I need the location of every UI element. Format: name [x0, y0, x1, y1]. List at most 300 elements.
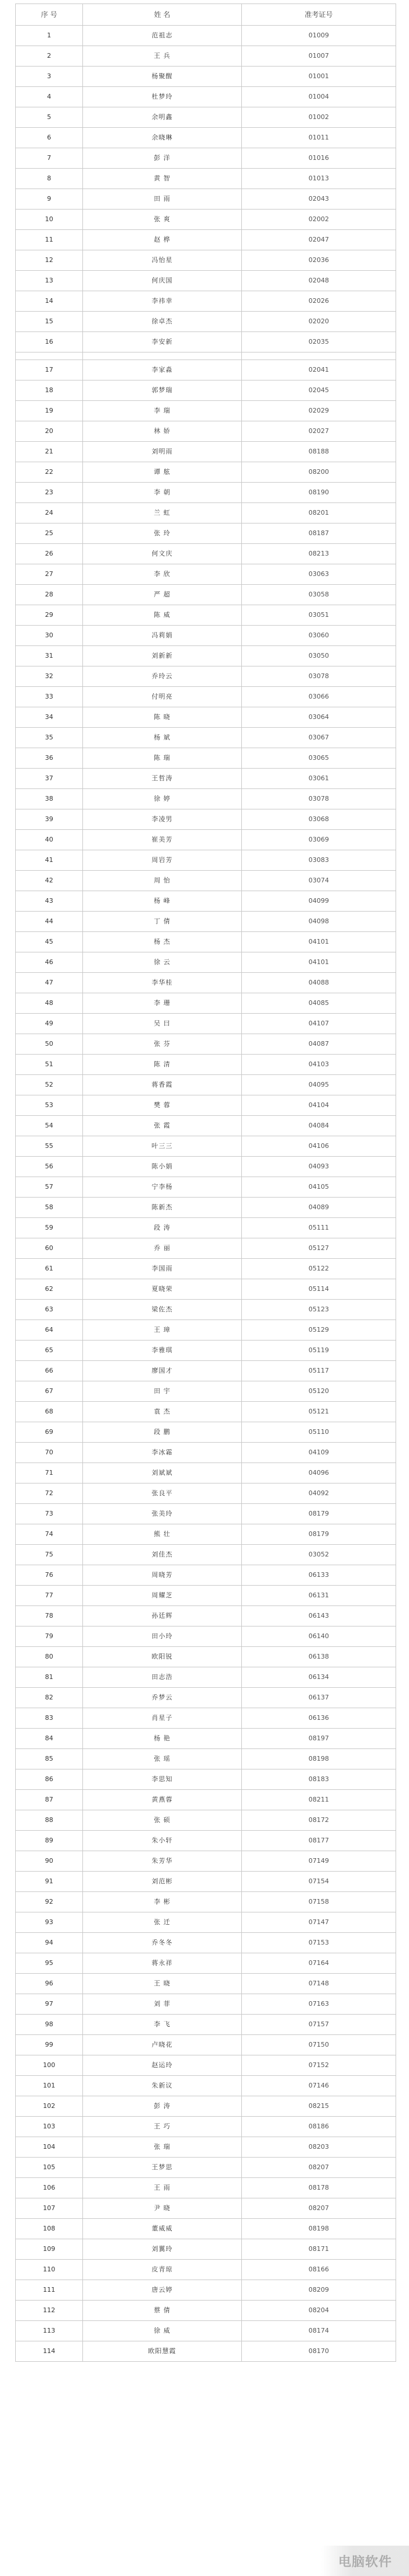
row-seq: 32 — [16, 666, 83, 687]
row-name: 周晓芳 — [83, 1565, 242, 1586]
row-name: 余明鑫 — [83, 107, 242, 128]
row-exam-no: 07152 — [242, 2055, 396, 2076]
table-row — [16, 332, 396, 352]
row-exam-no: 08215 — [242, 2096, 396, 2117]
header-seq: 序 号 — [16, 4, 83, 26]
row-seq: 28 — [16, 585, 83, 605]
table-row — [16, 1279, 396, 1300]
table-row — [16, 564, 396, 585]
row-name: 陈 瑞 — [83, 748, 242, 769]
row-seq: 83 — [16, 1708, 83, 1729]
row-exam-no: 07148 — [242, 1974, 396, 1994]
row-seq: 93 — [16, 1912, 83, 1933]
row-seq: 8 — [16, 169, 83, 189]
row-exam-no: 06143 — [242, 1606, 396, 1626]
table-row — [16, 891, 396, 912]
row-seq: 96 — [16, 1974, 83, 1994]
row-seq: 99 — [16, 2035, 83, 2055]
row-name: 李 珊 — [83, 993, 242, 1014]
table-row — [16, 1810, 396, 1831]
row-name: 何文庆 — [83, 544, 242, 564]
row-exam-no: 03051 — [242, 605, 396, 626]
row-seq: 68 — [16, 1402, 83, 1422]
table-row — [16, 1402, 396, 1422]
table-row — [16, 1994, 396, 2015]
row-seq: 18 — [16, 381, 83, 401]
row-seq: 2 — [16, 46, 83, 67]
row-seq: 79 — [16, 1626, 83, 1647]
table-row — [16, 1647, 396, 1667]
row-name: 谭 舷 — [83, 462, 242, 483]
row-exam-no: 02002 — [242, 210, 396, 230]
table-row — [16, 2117, 396, 2137]
row-name: 王 兵 — [83, 46, 242, 67]
row-seq: 55 — [16, 1136, 83, 1157]
row-seq: 70 — [16, 1443, 83, 1463]
row-exam-no: 03065 — [242, 748, 396, 769]
row-seq: 3 — [16, 67, 83, 87]
row-seq: 48 — [16, 993, 83, 1014]
table-row — [16, 605, 396, 626]
row-name: 冯莉娟 — [83, 626, 242, 646]
row-exam-no: 04093 — [242, 1157, 396, 1177]
row-seq: 77 — [16, 1586, 83, 1606]
row-exam-no: 04088 — [242, 973, 396, 993]
row-exam-no: 03052 — [242, 1545, 396, 1565]
table-row — [16, 26, 396, 46]
row-exam-no: 04109 — [242, 1443, 396, 1463]
row-seq: 85 — [16, 1749, 83, 1769]
table-row — [16, 1565, 396, 1586]
table-row — [16, 585, 396, 605]
row-seq: 80 — [16, 1647, 83, 1667]
row-exam-no: 08207 — [242, 2158, 396, 2178]
row-name: 叶三三 — [83, 1136, 242, 1157]
row-exam-no: 04087 — [242, 1034, 396, 1055]
row-exam-no: 08188 — [242, 442, 396, 462]
row-seq: 4 — [16, 87, 83, 107]
row-exam-no: 02043 — [242, 189, 396, 210]
row-exam-no: 07150 — [242, 2035, 396, 2055]
table-row — [16, 230, 396, 250]
row-exam-no: 08198 — [242, 1749, 396, 1769]
table-row — [16, 626, 396, 646]
table-row — [16, 1872, 396, 1892]
table-row — [16, 1116, 396, 1136]
row-name: 李 彬 — [83, 1892, 242, 1912]
table-row — [16, 2280, 396, 2301]
row-seq: 95 — [16, 1953, 83, 1974]
row-exam-no: 08201 — [242, 503, 396, 523]
row-exam-no: 02027 — [242, 421, 396, 442]
table-row — [16, 1504, 396, 1524]
row-name: 廖国才 — [83, 1361, 242, 1381]
row-name: 乔冬冬 — [83, 1933, 242, 1953]
row-seq: 91 — [16, 1872, 83, 1892]
row-name: 陈 威 — [83, 605, 242, 626]
row-name: 刘翼玲 — [83, 2239, 242, 2260]
row-seq: 41 — [16, 850, 83, 871]
table-row — [16, 2321, 396, 2341]
row-name: 樊 蓉 — [83, 1095, 242, 1116]
table-row — [16, 1749, 396, 1769]
row-seq: 87 — [16, 1790, 83, 1810]
row-seq: 16 — [16, 332, 83, 352]
row-exam-no: 01007 — [242, 46, 396, 67]
row-name: 朱新议 — [83, 2076, 242, 2096]
row-seq: 50 — [16, 1034, 83, 1055]
row-exam-no: 02026 — [242, 291, 396, 312]
row-name: 张 芬 — [83, 1034, 242, 1055]
row-name: 乔玲云 — [83, 666, 242, 687]
row-exam-no: 06131 — [242, 1586, 396, 1606]
row-exam-no: 04105 — [242, 1177, 396, 1198]
row-name: 杨 杰 — [83, 932, 242, 952]
row-exam-no: 08179 — [242, 1524, 396, 1545]
row-name: 彭 涛 — [83, 2096, 242, 2117]
candidate-list — [15, 4, 396, 2362]
row-name: 刘 菲 — [83, 1994, 242, 2015]
row-seq: 51 — [16, 1055, 83, 1075]
row-exam-no: 04092 — [242, 1484, 396, 1504]
row-name: 周岩芳 — [83, 850, 242, 871]
row-name: 李 欣 — [83, 564, 242, 585]
row-exam-no: 06140 — [242, 1626, 396, 1647]
row-exam-no: 04101 — [242, 932, 396, 952]
row-exam-no: 03063 — [242, 564, 396, 585]
table-row — [16, 1014, 396, 1034]
row-name: 吴 曰 — [83, 1014, 242, 1034]
row-exam-no: 02048 — [242, 271, 396, 291]
row-exam-no: 03066 — [242, 687, 396, 707]
table-row — [16, 2035, 396, 2055]
row-name: 蒋永祥 — [83, 1953, 242, 1974]
row-name: 林 娇 — [83, 421, 242, 442]
row-exam-no: 02020 — [242, 312, 396, 332]
row-seq: 39 — [16, 809, 83, 830]
table-row — [16, 973, 396, 993]
row-seq: 109 — [16, 2239, 83, 2260]
row-name: 徐 云 — [83, 952, 242, 973]
table-row — [16, 646, 396, 666]
row-name: 杜梦玲 — [83, 87, 242, 107]
row-seq: 66 — [16, 1361, 83, 1381]
row-seq: 69 — [16, 1422, 83, 1443]
row-exam-no: 08190 — [242, 483, 396, 503]
row-exam-no: 07146 — [242, 2076, 396, 2096]
row-seq: 73 — [16, 1504, 83, 1524]
table-row — [16, 687, 396, 707]
row-exam-no: 06137 — [242, 1688, 396, 1708]
row-exam-no: 08172 — [242, 1810, 396, 1831]
gap-cell — [16, 352, 83, 360]
row-seq: 14 — [16, 291, 83, 312]
table-row — [16, 952, 396, 973]
row-name: 乔 丽 — [83, 1238, 242, 1259]
row-exam-no: 08174 — [242, 2321, 396, 2341]
row-seq: 53 — [16, 1095, 83, 1116]
candidate-table — [15, 4, 396, 2362]
row-exam-no: 08171 — [242, 2239, 396, 2260]
table-row — [16, 1851, 396, 1872]
row-name: 严 超 — [83, 585, 242, 605]
row-name: 徐 婷 — [83, 789, 242, 809]
table-row — [16, 2137, 396, 2158]
table-row — [16, 1157, 396, 1177]
row-seq: 75 — [16, 1545, 83, 1565]
row-name: 田 宇 — [83, 1381, 242, 1402]
row-name: 李祎幸 — [83, 291, 242, 312]
header-exam-no: 准考证号 — [242, 4, 396, 26]
row-exam-no: 08211 — [242, 1790, 396, 1810]
row-exam-no: 01011 — [242, 128, 396, 148]
row-seq: 1 — [16, 26, 83, 46]
table-row — [16, 1912, 396, 1933]
table-row — [16, 1484, 396, 1504]
row-seq: 101 — [16, 2076, 83, 2096]
row-seq: 90 — [16, 1851, 83, 1872]
row-seq: 40 — [16, 830, 83, 850]
row-seq: 84 — [16, 1729, 83, 1749]
row-seq: 98 — [16, 2015, 83, 2035]
table-row — [16, 1136, 396, 1157]
table-row — [16, 1075, 396, 1095]
table-row — [16, 1953, 396, 1974]
row-seq: 25 — [16, 523, 83, 544]
row-name: 周 怡 — [83, 871, 242, 891]
row-exam-no: 08207 — [242, 2198, 396, 2219]
row-name: 余晓琳 — [83, 128, 242, 148]
row-name: 梁佐杰 — [83, 1300, 242, 1320]
row-exam-no: 05114 — [242, 1279, 396, 1300]
section-gap-row — [16, 352, 396, 360]
row-seq: 43 — [16, 891, 83, 912]
table-row — [16, 2055, 396, 2076]
row-name: 杨 艳 — [83, 1729, 242, 1749]
row-seq: 29 — [16, 605, 83, 626]
row-name: 田志浩 — [83, 1667, 242, 1688]
row-seq: 35 — [16, 728, 83, 748]
row-seq: 104 — [16, 2137, 83, 2158]
row-exam-no: 02045 — [242, 381, 396, 401]
row-seq: 92 — [16, 1892, 83, 1912]
row-seq: 45 — [16, 932, 83, 952]
row-exam-no: 04096 — [242, 1463, 396, 1484]
table-row — [16, 189, 396, 210]
row-exam-no: 05123 — [242, 1300, 396, 1320]
row-exam-no: 02035 — [242, 332, 396, 352]
row-name: 宁李杨 — [83, 1177, 242, 1198]
row-exam-no: 04103 — [242, 1055, 396, 1075]
row-seq: 86 — [16, 1769, 83, 1790]
row-exam-no: 03074 — [242, 871, 396, 891]
row-seq: 56 — [16, 1157, 83, 1177]
row-name: 李 瑞 — [83, 401, 242, 421]
row-exam-no: 07157 — [242, 2015, 396, 2035]
table-row — [16, 1688, 396, 1708]
table-row — [16, 830, 396, 850]
row-seq: 78 — [16, 1606, 83, 1626]
table-row — [16, 2260, 396, 2280]
row-name: 张 瑶 — [83, 1749, 242, 1769]
row-name: 朱芳华 — [83, 1851, 242, 1872]
row-exam-no: 06134 — [242, 1667, 396, 1688]
row-name: 朱小轩 — [83, 1831, 242, 1851]
row-name: 周耀芝 — [83, 1586, 242, 1606]
row-name: 田 雨 — [83, 189, 242, 210]
table-row — [16, 1524, 396, 1545]
row-exam-no: 01016 — [242, 148, 396, 169]
table-row — [16, 1341, 396, 1361]
row-exam-no: 08200 — [242, 462, 396, 483]
table-row — [16, 2219, 396, 2239]
row-exam-no: 04099 — [242, 891, 396, 912]
table-row — [16, 1381, 396, 1402]
table-row — [16, 1198, 396, 1218]
table-row — [16, 2076, 396, 2096]
row-name: 李华桂 — [83, 973, 242, 993]
row-seq: 82 — [16, 1688, 83, 1708]
table-row — [16, 1259, 396, 1279]
row-exam-no: 05121 — [242, 1402, 396, 1422]
row-seq: 58 — [16, 1198, 83, 1218]
row-name: 李家淼 — [83, 360, 242, 381]
row-name: 张 迁 — [83, 1912, 242, 1933]
table-row — [16, 544, 396, 564]
row-seq: 17 — [16, 360, 83, 381]
row-exam-no: 03061 — [242, 769, 396, 789]
row-exam-no: 07147 — [242, 1912, 396, 1933]
row-exam-no: 08204 — [242, 2301, 396, 2321]
row-seq: 5 — [16, 107, 83, 128]
row-exam-no: 08179 — [242, 1504, 396, 1524]
row-name: 皮青琼 — [83, 2260, 242, 2280]
row-name: 王 巧 — [83, 2117, 242, 2137]
table-row — [16, 210, 396, 230]
row-name: 李思知 — [83, 1769, 242, 1790]
row-seq: 60 — [16, 1238, 83, 1259]
row-seq: 34 — [16, 707, 83, 728]
row-exam-no: 02036 — [242, 250, 396, 271]
row-name: 段 鹏 — [83, 1422, 242, 1443]
row-seq: 108 — [16, 2219, 83, 2239]
row-name: 董威威 — [83, 2219, 242, 2239]
row-seq: 21 — [16, 442, 83, 462]
table-row — [16, 1095, 396, 1116]
row-exam-no: 08170 — [242, 2341, 396, 2362]
row-exam-no: 01009 — [242, 26, 396, 46]
row-name: 王 雨 — [83, 2178, 242, 2198]
row-name: 刘明雨 — [83, 442, 242, 462]
table-row — [16, 360, 396, 381]
table-row — [16, 1626, 396, 1647]
row-exam-no: 07154 — [242, 1872, 396, 1892]
row-name: 李安新 — [83, 332, 242, 352]
row-seq: 11 — [16, 230, 83, 250]
row-seq: 72 — [16, 1484, 83, 1504]
row-exam-no: 04089 — [242, 1198, 396, 1218]
row-name: 熊 壮 — [83, 1524, 242, 1545]
row-name: 陈小娟 — [83, 1157, 242, 1177]
row-exam-no: 05111 — [242, 1218, 396, 1238]
row-seq: 112 — [16, 2301, 83, 2321]
table-row — [16, 128, 396, 148]
table-row — [16, 728, 396, 748]
row-exam-no: 03078 — [242, 789, 396, 809]
table-row — [16, 1769, 396, 1790]
row-exam-no: 01001 — [242, 67, 396, 87]
row-seq: 6 — [16, 128, 83, 148]
table-row — [16, 1667, 396, 1688]
table-body — [16, 26, 396, 2362]
row-exam-no: 08197 — [242, 1729, 396, 1749]
row-name: 李 朝 — [83, 483, 242, 503]
table-row — [16, 1443, 396, 1463]
row-exam-no: 03068 — [242, 809, 396, 830]
row-seq: 15 — [16, 312, 83, 332]
row-exam-no: 04107 — [242, 1014, 396, 1034]
row-seq: 13 — [16, 271, 83, 291]
row-name: 孙廷辉 — [83, 1606, 242, 1626]
table-row — [16, 442, 396, 462]
row-exam-no: 08198 — [242, 2219, 396, 2239]
row-seq: 114 — [16, 2341, 83, 2362]
row-exam-no: 02047 — [242, 230, 396, 250]
row-exam-no: 04101 — [242, 952, 396, 973]
row-seq: 94 — [16, 1933, 83, 1953]
table-row — [16, 1177, 396, 1198]
row-exam-no: 07153 — [242, 1933, 396, 1953]
row-exam-no: 01002 — [242, 107, 396, 128]
row-seq: 20 — [16, 421, 83, 442]
row-seq: 12 — [16, 250, 83, 271]
table-row — [16, 421, 396, 442]
row-seq: 31 — [16, 646, 83, 666]
row-seq: 110 — [16, 2260, 83, 2280]
table-row — [16, 87, 396, 107]
row-name: 卢晓花 — [83, 2035, 242, 2055]
row-exam-no: 05127 — [242, 1238, 396, 1259]
row-name: 乔梦云 — [83, 1688, 242, 1708]
table-row — [16, 1320, 396, 1341]
row-seq: 106 — [16, 2178, 83, 2198]
row-name: 蒋香霞 — [83, 1075, 242, 1095]
table-row — [16, 1238, 396, 1259]
row-name: 刘范彬 — [83, 1872, 242, 1892]
table-row — [16, 1463, 396, 1484]
table-row — [16, 932, 396, 952]
row-name: 陈新杰 — [83, 1198, 242, 1218]
row-name: 郭梦瑞 — [83, 381, 242, 401]
row-exam-no: 03050 — [242, 646, 396, 666]
table-row — [16, 2198, 396, 2219]
row-seq: 100 — [16, 2055, 83, 2076]
table-row — [16, 291, 396, 312]
table-row — [16, 1790, 396, 1810]
row-name: 刘佳杰 — [83, 1545, 242, 1565]
row-name: 张 霞 — [83, 1116, 242, 1136]
table-row — [16, 2178, 396, 2198]
row-seq: 10 — [16, 210, 83, 230]
table-row — [16, 1933, 396, 1953]
row-name: 黄 智 — [83, 169, 242, 189]
table-row — [16, 1545, 396, 1565]
table-row — [16, 312, 396, 332]
row-name: 张良平 — [83, 1484, 242, 1504]
table-row — [16, 871, 396, 891]
row-name: 彭 洋 — [83, 148, 242, 169]
table-row — [16, 748, 396, 769]
